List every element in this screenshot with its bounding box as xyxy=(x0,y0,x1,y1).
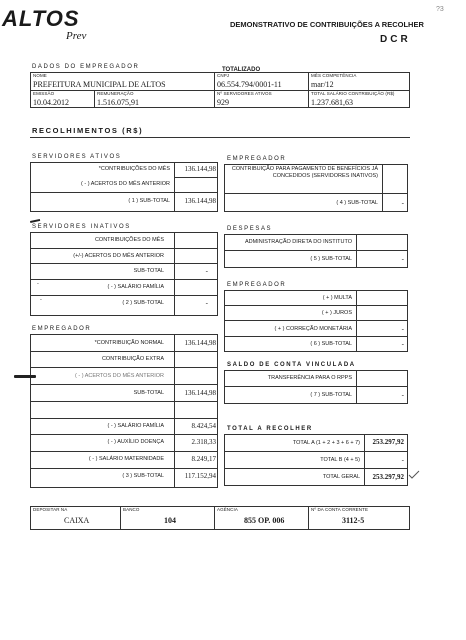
empregador-3-row-label: ( - ) ACERTOS DO MÊS ANTERIOR xyxy=(74,373,164,379)
empregador-2-title: EMPREGADOR xyxy=(227,282,287,288)
empregador-2-row-label: ( + ) JUROS xyxy=(321,310,352,316)
remuneracao-label: REMUNERAÇÃO xyxy=(97,91,134,96)
total-geral-value: 253.297,92 xyxy=(372,473,404,481)
banco-label: BANCO xyxy=(123,507,140,512)
empregador-1-subtotal-value: - xyxy=(401,199,404,207)
servidores-ativos-title: SERVIDORES ATIVOS xyxy=(32,154,122,160)
servidores-value: 929 xyxy=(217,98,229,107)
empregador-3-row-label: CONTRIBUIÇÃO EXTRA xyxy=(101,356,164,362)
totals-title: TOTALIZADO xyxy=(222,67,261,73)
doc-title: DEMONSTRATIVO DE CONTRIBUIÇÕES A RECOLHER xyxy=(230,20,424,29)
emissao-value: 10.04.2012 xyxy=(33,98,69,107)
empregador-3-row-value: 8.424,54 xyxy=(191,422,216,430)
total-row-label: TOTAL A (1 + 2 + 3 + 6 + 7) xyxy=(292,440,360,446)
empregador-3-row-value: 136.144,98 xyxy=(184,389,216,397)
agencia-value: 855 OP. 006 xyxy=(244,516,285,525)
checkmark-icon xyxy=(408,470,420,480)
inativos-subtotal-label: ( 2 ) SUB-TOTAL xyxy=(122,300,164,306)
competencia-label: MÊS COMPETÊNCIA xyxy=(311,73,357,78)
logo xyxy=(0,6,110,46)
saldo-title: SALDO DE CONTA VINCULADA xyxy=(227,362,356,368)
empregador-2-subtotal-label: ( 6 ) SUB-TOTAL xyxy=(310,341,352,347)
hole-punch-mark xyxy=(14,375,36,378)
empregador-2-row-value: - xyxy=(401,325,404,333)
emissao-label: EMISSÃO xyxy=(33,91,55,96)
empregador-1-subtotal-label: ( 4 ) SUB-TOTAL xyxy=(336,200,378,206)
corner-mark: ?3 xyxy=(436,6,444,13)
despesas-row-label: ADMINISTRAÇÃO DIRETA DO INSTITUTO xyxy=(244,239,352,245)
despesas-title: DESPESAS xyxy=(227,226,273,232)
employer-name: PREFEITURA MUNICIPAL DE ALTOS xyxy=(33,80,166,89)
total-title: TOTAL A RECOLHER xyxy=(227,426,313,432)
agencia-label: AGÊNCIA xyxy=(217,507,238,512)
inativos-row-label: ( - ) SALÁRIO FAMÍLIA xyxy=(107,284,164,290)
remuneracao-value: 1.516.075,91 xyxy=(97,98,139,107)
ativos-subtotal-label: ( 1 ) SUB-TOTAL xyxy=(128,198,170,204)
empregador-3-row-label: ( - ) SALÁRIO MATERNIDADE xyxy=(88,456,164,462)
servidores-inativos-title: SERVIDORES INATIVOS xyxy=(32,224,131,230)
salario-label: TOTAL SALÁRIO CONTRIBUIÇÃO (R$) xyxy=(311,91,395,96)
depositar-label: DEPOSITAR NA xyxy=(33,507,68,512)
conta-value: 3112-5 xyxy=(342,516,365,525)
total-geral-label: TOTAL GERAL xyxy=(322,474,360,480)
inativos-row-label: SUB-TOTAL xyxy=(133,268,164,274)
saldo-row-label: TRANSFERÊNCIA PARA O RPPS xyxy=(267,375,352,381)
empregador-3-row-value: 8.249,17 xyxy=(191,455,216,463)
empregador-1-row-label: CONTRIBUIÇÃO PARA PAGAMENTO DE BENEFÍCIOS JÁ CONCEDIDOS (SERVIDORES INATIVOS) xyxy=(231,166,378,179)
total-row-label: TOTAL B (4 + 5) xyxy=(320,457,360,463)
empregador-3-row-label: SUB-TOTAL xyxy=(133,390,164,396)
doc-code: DCR xyxy=(380,34,411,45)
ativos-row-label: ( - ) ACERTOS DO MÊS ANTERIOR xyxy=(80,181,170,187)
empregador-3-row-value: 2.318,33 xyxy=(191,438,216,446)
logo-sub: Prev xyxy=(66,30,87,42)
total-row-value: - xyxy=(401,456,404,464)
cnpj-value: 06.554.794/0001-11 xyxy=(217,80,282,89)
conta-label: Nº DA CONTA CORRENTE xyxy=(311,507,369,512)
empregador-3-row-label: ( - ) SALÁRIO FAMÍLIA xyxy=(107,423,164,429)
empregador-2-row-label: ( + ) CORREÇÃO MONETÁRIA xyxy=(274,326,352,332)
despesas-subtotal-label: ( 5 ) SUB-TOTAL xyxy=(310,256,352,262)
inativos-row-label: CONTRIBUIÇÕES DO MÊS xyxy=(94,237,164,243)
staple-mark xyxy=(30,218,40,223)
inativos-row-value: - xyxy=(205,267,208,275)
empregador-2-subtotal-value: - xyxy=(401,340,404,348)
ativos-row-value: 136.144,98 xyxy=(184,165,216,173)
ativos-row-label: *CONTRIBUIÇÕES DO MÊS xyxy=(98,166,170,172)
saldo-subtotal-label: ( 7 ) SUB-TOTAL xyxy=(310,392,352,398)
saldo-subtotal-value: - xyxy=(401,391,404,399)
name-label: NOME xyxy=(33,73,47,78)
empregador-2-row-label: ( + ) MULTA xyxy=(322,295,352,301)
empregador-3-subtotal-value: 117.152,94 xyxy=(184,472,216,480)
margin-dash: - xyxy=(37,281,39,287)
empregador-3-row-value: 136.144,98 xyxy=(184,339,216,347)
empregador-3-title: EMPREGADOR xyxy=(32,326,92,332)
inativos-subtotal-value: - xyxy=(205,299,208,307)
empregador-3-row-label: ( - ) AUXÍLIO DOENÇA xyxy=(107,439,164,445)
despesas-subtotal-value: - xyxy=(401,255,404,263)
employer-section-title: DADOS DO EMPREGADOR xyxy=(32,64,140,70)
recolhimentos-title: RECOLHIMENTOS (R$) xyxy=(32,126,144,135)
banco-value: 104 xyxy=(164,516,176,525)
competencia-value: mar/12 xyxy=(311,80,334,89)
margin-dash: - xyxy=(40,297,42,303)
empregador-1-title: EMPREGADOR xyxy=(227,156,287,162)
inativos-row-label: (+/-) ACERTOS DO MÊS ANTERIOR xyxy=(73,253,164,259)
empregador-3-row-label: *CONTRIBUIÇÃO NORMAL xyxy=(94,340,164,346)
empregador-3-subtotal-label: ( 3 ) SUB-TOTAL xyxy=(122,473,164,479)
servidores-label: Nº SERVIDORES ATIVOS xyxy=(217,91,272,96)
logo-main: ALTOS xyxy=(2,6,80,31)
total-row-value: 253.297,92 xyxy=(372,438,404,446)
cnpj-label: CNPJ xyxy=(217,73,230,78)
salario-value: 1.237.681,63 xyxy=(311,98,353,107)
depositar-value: CAIXA xyxy=(64,516,90,525)
ativos-subtotal-value: 136.144,98 xyxy=(184,197,216,205)
